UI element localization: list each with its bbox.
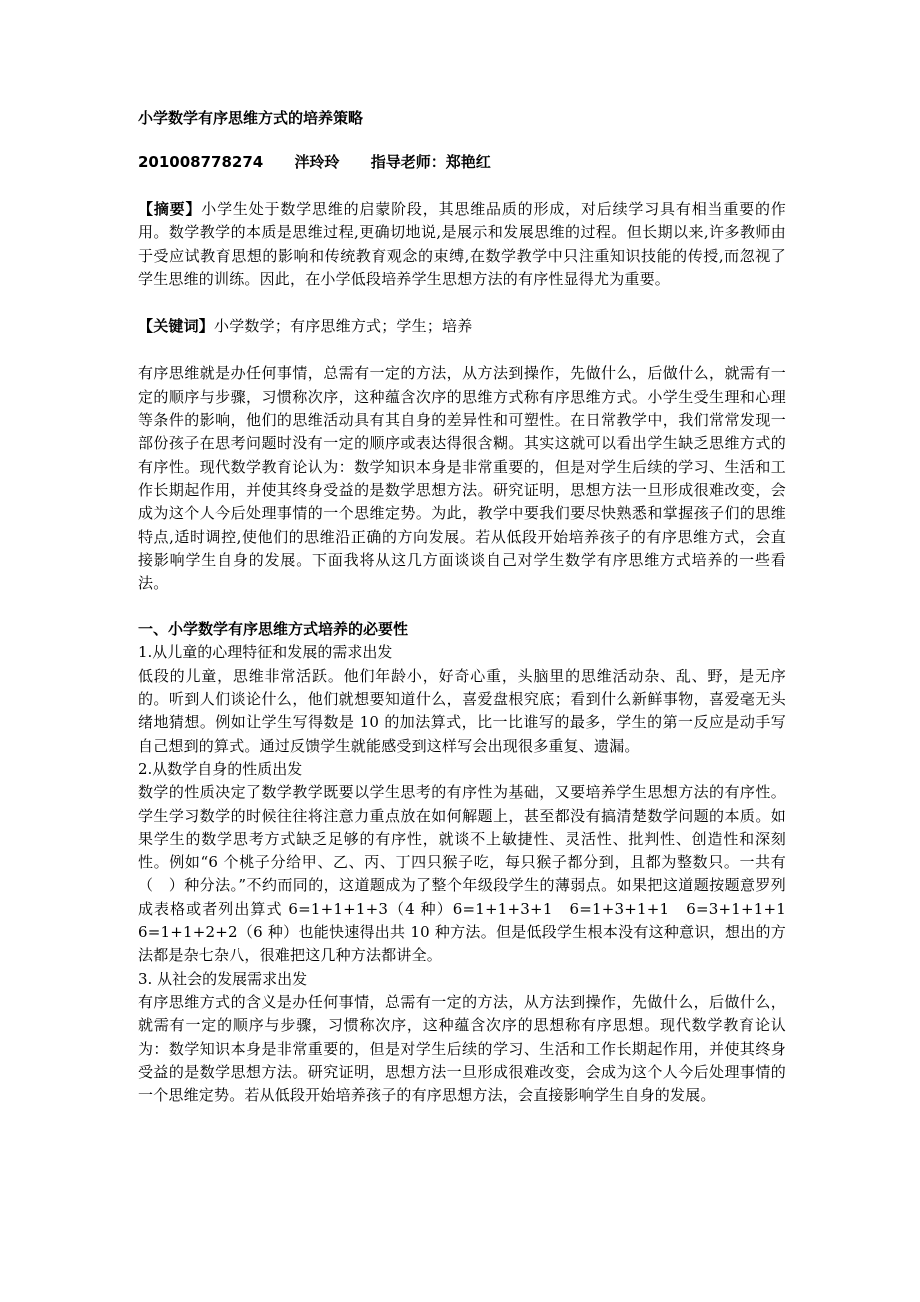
keywords-label: 【关键词】 [138, 317, 215, 336]
subsection-3-text: 有序思维方式的含义是办任何事情，总需有一定的方法，从方法到操作，先做什么，后做什么，就需有一定的顺序与步骤，习惯称次序，这种蕴含次序的思想称有序思想。现代数学教育论认为：数学知识本身是非常重要的，但是对学生后续的学习、生活和工作长期起作用，并使其终身受益的是数学思想方法。研究证明，思想方法一旦形成很难改变，会成为这个人今后处理事情的一个思维定势。若从低段开始培养孩子的有序思想方法，会直接影响学生自身的发展。 [138, 992, 786, 1105]
document-title: 小学数学有序思维方式的培养策略 [138, 109, 364, 127]
student-id: 201008778274 [138, 153, 264, 171]
subsection-3-heading: 3. 从社会的发展需求出发 [138, 969, 308, 988]
section-1-heading: 一、小学数学有序思维方式培养的必要性 [138, 620, 409, 639]
abstract-text: 小学生处于数学思维的启蒙阶段，其思维品质的形成，对后续学习具有相当重要的作用。数学教学的本质是思维过程,更确切地说,是展示和发展思维的过程。但长期以来,许多教师由于受应试教育思想的影响和传统教育观念的束缚,在数学教学中只注重知识技能的传授,而忽视了学生思维的训练。因此，在小学低段培养学生思想方法的有序性显得尤为重要。 [138, 200, 786, 288]
keywords-text: 小学数学；有序思维方式；学生；培养 [214, 317, 473, 336]
advisor: 指导老师：郑艳红 [370, 153, 491, 171]
keywords-paragraph [138, 315, 786, 338]
abstract-label: 【摘要】 [138, 200, 202, 218]
abstract-paragraph [138, 198, 786, 291]
subsection-1-heading: 1.从儿童的心理特征和发展的需求出发 [138, 643, 393, 662]
document-page [138, 108, 786, 1107]
student-name: 泮玲玲 [294, 153, 340, 171]
subsection-1-text: 低段的儿童，思维非常活跃。他们年龄小，好奇心重，头脑里的思维活动杂、乱、野，是无序的。听到人们谈论什么，他们就想要知道什么，喜爱盘根究底；看到什么新鲜事物，喜爱毫无头绪地猜想。例如让学生写得数是 10 的加法算式，比一比谁写的最多，学生的第一反应是动手写自己想到的算式。通过反馈学生就能感受到这样写会出现很多重复、遗漏。 [138, 666, 786, 755]
author-line [138, 152, 786, 172]
subsection-2-heading: 2.从数学自身的性质出发 [138, 759, 303, 778]
intro-paragraph: 有序思维就是办任何事情，总需有一定的方法，从方法到操作，先做什么，后做什么，就需有一定的顺序与步骤，习惯称次序，这种蕴含次序的思维方式称有序思维方式。小学生受生理和心理等条件的影响，他们的思维活动具有其自身的差异性和可塑性。在日常教学中，我们常常发现一部份孩子在思考问题时没有一定的顺序或表达得很含糊。其实这就可以看出学生缺乏思维方式的有序性。现代数学教育论认为：数学知识本身是非常重要的，但是对学生后续的学习、生活和工作长期起作用，并使其终身受益的是数学思想方法。研究证明，思想方法一旦形成很难改变，会成为这个人今后处理事情的一个思维定势。为此，教学中要我们要尽快熟悉和掌握孩子们的思维特点,适时调控,使他们的思维沿正确的方向发展。若从低段开始培养孩子的有序思维方式，会直接影响学生自身的发展。下面我将从这几方面谈谈自己对学生数学有序思维方式培养的一些看法。 [138, 364, 786, 593]
subsection-2-text: 数学的性质决定了数学教学既要以学生思考的有序性为基础，又要培养学生思想方法的有序性。学生学习数学的时候往往将注意力重点放在如何解题上，甚至都没有搞清楚数学问题的本质。如果学生的数学思考方式缺乏足够的有序性，就谈不上敏捷性、灵活性、批判性、创造性和深刻性。例如“6 个桃子分给甲、乙、丙、丁四只猴子吃，每只猴子都分到，且都为整数只。一共有（ ）种分法。”不约而同的，这道题成为了整个年级段学生的薄弱点。如果把这道题按题意罗列成表格或者列出算式 6=1+1+1+3（4 种）6=1+1+3+1 6=1+3+1+1 6=3+1+1+1 6=1+1+2+2（6 种）也能快速得出共 10 种方法。但是低段学生根本没有这种意识，想出的方法都是杂七杂八，很难把这几种方法都讲全。 [138, 783, 786, 965]
